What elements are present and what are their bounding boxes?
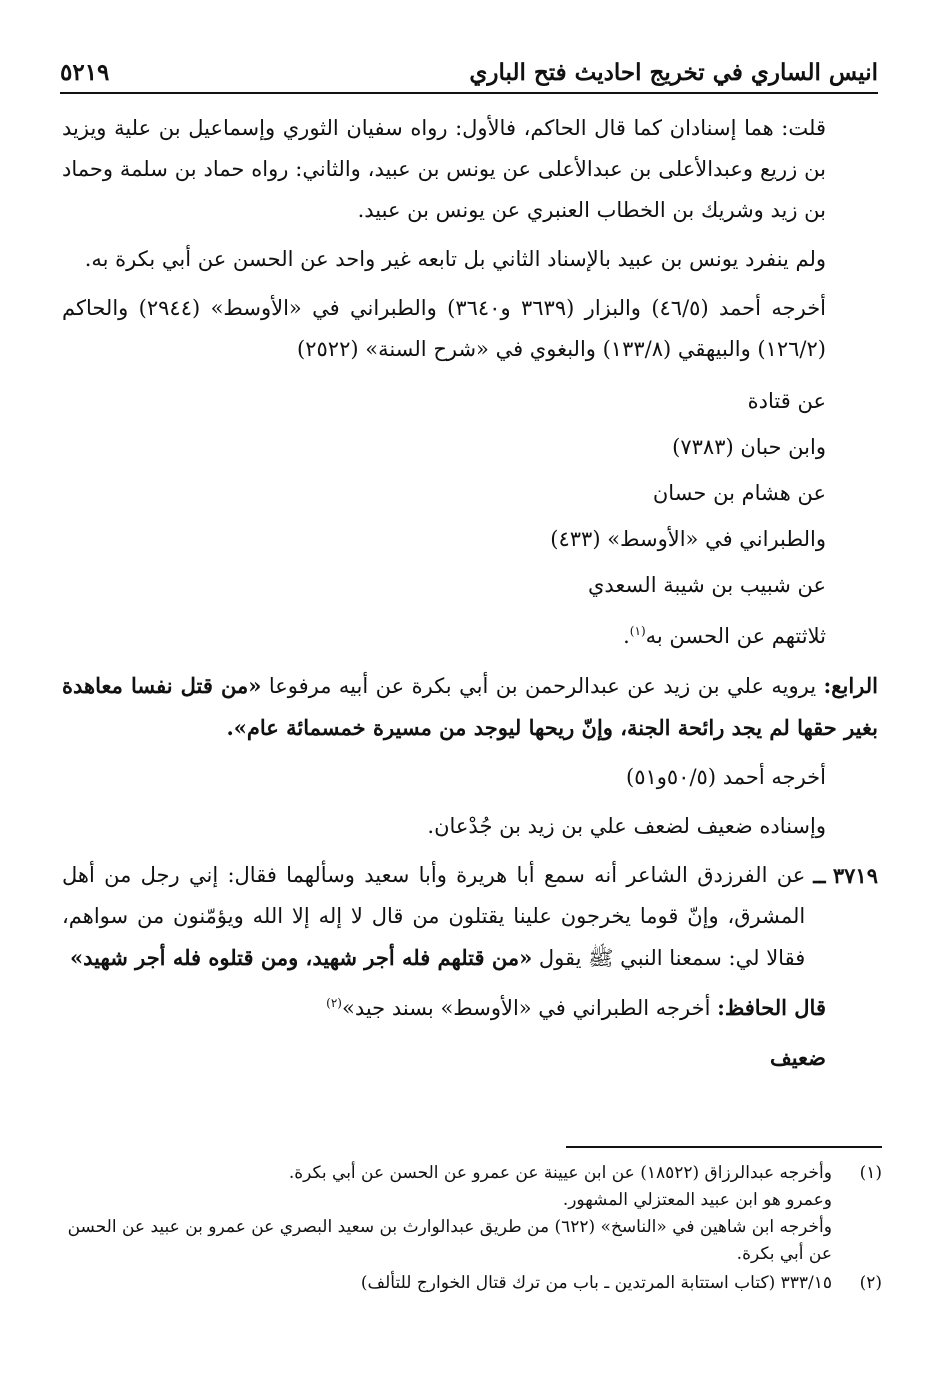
fourth-quote: «من قتل نفسا معاهدة بغير حقها لم يجد رائحة الجنة، وإنّ ريحها ليوجد من مسيرة خمسمائة عام». — [62, 673, 878, 740]
hafiz-text: أخرجه الطبراني في «الأوسط» بسند جيد» — [341, 996, 718, 1020]
hadith-quote: «من قتلهم فله أجر شهيد، ومن قتلوه فله أجر شهيد» — [70, 945, 533, 970]
footnote-line: وعمرو هو ابن عبيد المعتزلي المشهور. — [562, 1190, 832, 1210]
verdict: ضعيف — [769, 1045, 826, 1070]
fourth-text: يرويه علي بن زيد عن عبدالرحمن بن أبي بكرة عن أبيه مرفوعا — [261, 674, 824, 698]
footnote-text: ٣٣٣/١٥ (كتاب استتابة المرتدين ـ باب من ترك قتال الخوارج للتألف) — [360, 1273, 832, 1293]
hadith-text: عن الفرزدق الشاعر أنه سمع أبا هريرة وأبا سعيد وسألهما فقال: إني رجل من أهل المشرق، وإنّ قوما يخرجون علينا يقتلون من قال لا إله إلا الله ويؤمّنون من سواهم، فقالا لي: سمعنا النبي ﷺ يقول — [62, 863, 806, 970]
hadith-number: ٣٧١٩ ــ — [813, 863, 878, 888]
footnote — [62, 1160, 882, 1187]
paragraph-takhrij-2: أخرجه أحمد (٥٠/٥و٥١) — [625, 765, 826, 789]
chain-line: عن قتادة — [747, 389, 826, 413]
footnote-line: وأخرجه ابن شاهين في «الناسخ» (٦٢٢) من طريق عبدالوارث بن سعيد البصري عن عمرو بن عبيد عن الحسن عن أبي بكرة. — [67, 1217, 832, 1264]
chain-line-final: ثلاثتهم عن الحسن به$^{(١)}$. — [623, 624, 826, 648]
hafiz-label: قال الحافظ: — [717, 995, 826, 1020]
main-text — [62, 108, 878, 1078]
chain-line: والطبراني في «الأوسط» (٤٣٣) — [550, 527, 826, 551]
footnote-number: (٢) — [859, 1273, 882, 1293]
paragraph-mutaba: ولم ينفرد يونس بن عبيد بالإسناد الثاني بل تابعه غير واحد عن الحسن عن أبي بكرة به. — [84, 247, 826, 271]
footnotes — [62, 1160, 882, 1297]
chain-list — [62, 378, 878, 659]
footnote-divider — [566, 1146, 882, 1148]
paragraph-fourth — [62, 665, 878, 749]
page-number: ٥٢١٩ — [60, 58, 110, 86]
hadith-body — [62, 855, 805, 979]
footnote-ref[interactable]: (٢) — [326, 996, 342, 1010]
paragraph-hafiz — [62, 983, 878, 1029]
footnote-ref[interactable]: (١) — [629, 624, 646, 638]
book-title: انيس الساري في تخريج احاديث فتح الباري — [469, 58, 878, 86]
chain-line: ثلاثتهم عن الحسن به — [645, 624, 826, 648]
hadith-entry — [62, 855, 878, 979]
chain-line: عن شبيب بن شيبة السعدي — [587, 573, 826, 597]
paragraph-isnad-note: قلت: هما إسنادان كما قال الحاكم، فالأول: رواه سفيان الثوري وإسماعيل بن علية ويزيد بن زريع وعبدالأعلى بن عبدالأعلى عن يونس بن عبيد، والثاني: رواه حماد بن سلمة وحماد بن زيد وشريك بن الخطاب العنبري عن يونس بن عبيد. — [62, 116, 826, 222]
footnote — [62, 1270, 882, 1297]
paragraph-weak: وإسناده ضعيف لضعف علي بن زيد بن جُدْعان. — [427, 814, 826, 838]
paragraph-takhrij: أخرجه أحمد (٤٦/٥) والبزار (٣٦٣٩ و٣٦٤٠) والطبراني في «الأوسط» (٢٩٤٤) والحاكم (١٢٦/٢) والبيهقي (١٣٣/٨) والبغوي في «شرح السنة» (٢٥٢٢) — [62, 296, 827, 361]
chain-line: وابن حبان (٧٣٨٣) — [672, 435, 826, 459]
footnote-number: (١) — [859, 1163, 882, 1183]
fourth-label: الرابع: — [823, 673, 878, 698]
chain-line: عن هشام بن حسان — [652, 481, 826, 505]
running-header — [60, 52, 878, 94]
footnote-text: وأخرجه عبدالرزاق (١٨٥٢٢) عن ابن عيينة عن عمرو عن الحسن عن أبي بكرة. — [288, 1163, 832, 1183]
